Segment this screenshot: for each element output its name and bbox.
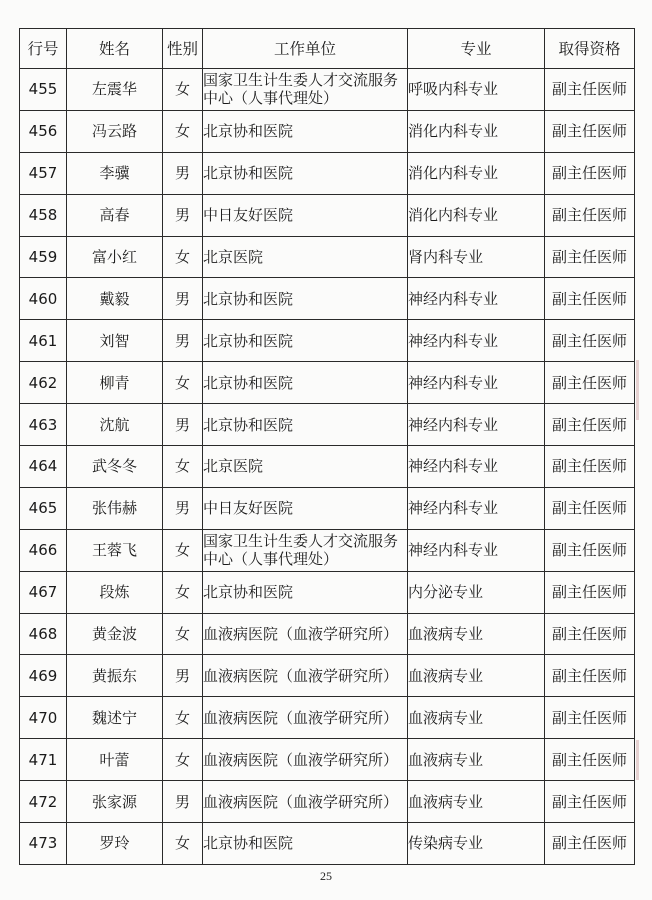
cell-row-number: 465 [20,487,67,529]
cell-name: 段炼 [67,571,163,613]
cell-sex: 女 [163,69,203,111]
cell-row-number: 469 [20,655,67,697]
cell-specialty: 神经内科专业 [408,487,545,529]
qualification-roster-table [19,28,635,865]
cell-sex: 女 [163,823,203,865]
cell-specialty: 内分泌专业 [408,571,545,613]
table-row [20,152,635,194]
cell-qualification: 副主任医师 [545,194,635,236]
cell-name: 高春 [67,194,163,236]
header-qualification: 取得资格 [545,29,635,69]
cell-name: 罗玲 [67,823,163,865]
cell-specialty: 肾内科专业 [408,236,545,278]
cell-sex: 男 [163,194,203,236]
cell-name: 李骥 [67,152,163,194]
cell-qualification: 副主任医师 [545,487,635,529]
cell-work-unit: 北京协和医院 [203,404,408,446]
header-row [20,29,635,69]
cell-work-unit: 国家卫生计生委人才交流服务中心（人事代理处） [203,529,408,571]
header-sex: 性别 [163,29,203,69]
cell-work-unit: 中日友好医院 [203,487,408,529]
cell-specialty: 传染病专业 [408,823,545,865]
cell-qualification: 副主任医师 [545,110,635,152]
table-row [20,613,635,655]
cell-sex: 男 [163,404,203,446]
table-row [20,404,635,446]
table-row [20,110,635,152]
table-row [20,571,635,613]
cell-name: 张伟赫 [67,487,163,529]
cell-row-number: 458 [20,194,67,236]
cell-name: 富小红 [67,236,163,278]
table-row [20,781,635,823]
cell-row-number: 470 [20,697,67,739]
header-work-unit: 工作单位 [203,29,408,69]
table-row [20,739,635,781]
cell-name: 张家源 [67,781,163,823]
cell-sex: 男 [163,487,203,529]
cell-sex: 女 [163,529,203,571]
cell-specialty: 血液病专业 [408,655,545,697]
cell-specialty: 消化内科专业 [408,194,545,236]
table-row [20,278,635,320]
cell-work-unit: 北京协和医院 [203,278,408,320]
table-row [20,194,635,236]
cell-name: 叶蕾 [67,739,163,781]
cell-specialty: 神经内科专业 [408,278,545,320]
cell-row-number: 455 [20,69,67,111]
cell-qualification: 副主任医师 [545,571,635,613]
cell-sex: 女 [163,362,203,404]
cell-sex: 女 [163,739,203,781]
cell-qualification: 副主任医师 [545,278,635,320]
cell-row-number: 459 [20,236,67,278]
cell-qualification: 副主任医师 [545,404,635,446]
cell-specialty: 消化内科专业 [408,152,545,194]
cell-sex: 女 [163,571,203,613]
cell-work-unit: 血液病医院（血液学研究所） [203,781,408,823]
cell-row-number: 466 [20,529,67,571]
cell-row-number: 457 [20,152,67,194]
page-number: 25 [320,869,332,883]
cell-work-unit: 中日友好医院 [203,194,408,236]
table-row [20,69,635,111]
table-row [20,362,635,404]
cell-specialty: 神经内科专业 [408,446,545,488]
cell-name: 刘智 [67,320,163,362]
cell-row-number: 461 [20,320,67,362]
cell-sex: 女 [163,446,203,488]
cell-row-number: 471 [20,739,67,781]
cell-qualification: 副主任医师 [545,697,635,739]
table-row [20,446,635,488]
cell-work-unit: 北京协和医院 [203,823,408,865]
cell-name: 柳青 [67,362,163,404]
cell-sex: 女 [163,110,203,152]
cell-work-unit: 血液病医院（血液学研究所） [203,655,408,697]
cell-specialty: 血液病专业 [408,697,545,739]
cell-row-number: 473 [20,823,67,865]
cell-row-number: 464 [20,446,67,488]
cell-work-unit: 北京协和医院 [203,110,408,152]
cell-specialty: 神经内科专业 [408,320,545,362]
cell-name: 黄振东 [67,655,163,697]
cell-work-unit: 北京协和医院 [203,320,408,362]
cell-qualification: 副主任医师 [545,781,635,823]
cell-work-unit: 北京医院 [203,236,408,278]
cell-qualification: 副主任医师 [545,152,635,194]
cell-name: 武冬冬 [67,446,163,488]
cell-row-number: 463 [20,404,67,446]
cell-qualification: 副主任医师 [545,613,635,655]
cell-row-number: 462 [20,362,67,404]
cell-sex: 男 [163,152,203,194]
cell-work-unit: 北京协和医院 [203,152,408,194]
cell-name: 冯云路 [67,110,163,152]
scan-edge-mark [636,360,639,420]
cell-work-unit: 北京医院 [203,446,408,488]
table-header [20,29,635,69]
cell-specialty: 消化内科专业 [408,110,545,152]
cell-qualification: 副主任医师 [545,362,635,404]
table-body [20,69,635,865]
cell-row-number: 456 [20,110,67,152]
cell-row-number: 472 [20,781,67,823]
cell-name: 王蓉飞 [67,529,163,571]
cell-name: 黄金波 [67,613,163,655]
table-row [20,697,635,739]
cell-name: 左震华 [67,69,163,111]
cell-specialty: 神经内科专业 [408,362,545,404]
cell-name: 沈航 [67,404,163,446]
cell-work-unit: 北京协和医院 [203,571,408,613]
cell-sex: 女 [163,613,203,655]
cell-specialty: 血液病专业 [408,781,545,823]
cell-qualification: 副主任医师 [545,739,635,781]
cell-sex: 男 [163,320,203,362]
table-row [20,655,635,697]
table-row [20,529,635,571]
table-row [20,487,635,529]
cell-sex: 男 [163,781,203,823]
cell-name: 戴毅 [67,278,163,320]
cell-qualification: 副主任医师 [545,655,635,697]
cell-row-number: 467 [20,571,67,613]
cell-name: 魏述宁 [67,697,163,739]
cell-row-number: 468 [20,613,67,655]
cell-specialty: 血液病专业 [408,739,545,781]
cell-sex: 男 [163,655,203,697]
table-row [20,823,635,865]
cell-specialty: 血液病专业 [408,613,545,655]
cell-work-unit: 国家卫生计生委人才交流服务中心（人事代理处） [203,69,408,111]
table-row [20,236,635,278]
cell-qualification: 副主任医师 [545,823,635,865]
header-name: 姓名 [67,29,163,69]
cell-qualification: 副主任医师 [545,320,635,362]
cell-specialty: 神经内科专业 [408,404,545,446]
cell-specialty: 神经内科专业 [408,529,545,571]
cell-qualification: 副主任医师 [545,446,635,488]
cell-qualification: 副主任医师 [545,236,635,278]
scan-edge-mark [636,740,639,780]
header-row-number: 行号 [20,29,67,69]
cell-sex: 女 [163,236,203,278]
cell-work-unit: 北京协和医院 [203,362,408,404]
cell-sex: 女 [163,697,203,739]
cell-work-unit: 血液病医院（血液学研究所） [203,613,408,655]
cell-qualification: 副主任医师 [545,529,635,571]
cell-work-unit: 血液病医院（血液学研究所） [203,739,408,781]
cell-row-number: 460 [20,278,67,320]
cell-sex: 男 [163,278,203,320]
header-specialty: 专业 [408,29,545,69]
cell-qualification: 副主任医师 [545,69,635,111]
cell-work-unit: 血液病医院（血液学研究所） [203,697,408,739]
cell-specialty: 呼吸内科专业 [408,69,545,111]
table-row [20,320,635,362]
